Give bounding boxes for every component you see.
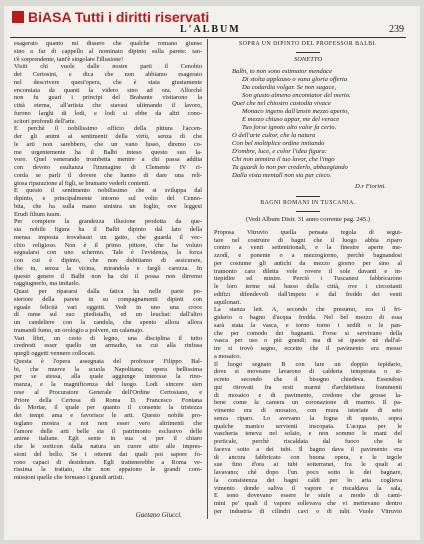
text-line: sino a far di cappello al nominato dipinto sulla parete: tan- — [14, 47, 202, 55]
text-line: zzodì, e ponente o a mezzogiorno, perchè bagnandosi — [214, 252, 402, 259]
poem-verse: Chi non ammira il tuo lavor, che l'ingo — [232, 155, 335, 163]
text-line: gidario o bagno d'acqua fredda. Nel bel mezzo di essa — [214, 314, 402, 321]
poem-title: SONETTO — [293, 55, 323, 63]
text-line: manza, e la magnificenza del luogo. Lodi sincere sien — [14, 381, 202, 388]
column-rule — [207, 39, 208, 519]
text-line: tiepidire ed minire. Perciò i Tuscanesi fabbricarono — [214, 275, 402, 283]
text-line: vascheria teneva nel solaio, e non sommo le mani del — [214, 430, 402, 438]
text-line: dei Certosini, e dica che non abbiamo esagerato — [14, 71, 202, 78]
poem-verse: Balbi, io non sono estimator mendace — [232, 67, 332, 75]
text-line: sta nobile figura ha il Balbi dipinto dal lato della — [14, 226, 202, 233]
text-line: l'amore delle arti belle sia il patrimonio esclusivo delle — [14, 427, 202, 435]
text-line: Proposa Vitruvio quella pensata regola di segui- — [214, 228, 402, 236]
text-line: ecreto secondo che il bisogno chiedeva. Essendosi — [214, 376, 402, 383]
section-rule — [296, 196, 320, 197]
text-line: città eterna, all'artista che stavasi ultimando il lavoro, — [14, 102, 202, 109]
text-line: le arti non sarebbero, che un vano lusso, diremo co- — [14, 140, 202, 148]
text-line: missioni quelle che formano i grandi artisti. — [14, 474, 124, 481]
section-rule-2 — [296, 211, 320, 212]
text-line: contro a venti settentrionali, e la finestre aperte me- — [214, 244, 402, 252]
text-line: che tu, senza la vicina, mirandola e farglì carezza. In — [14, 264, 202, 272]
text-line: E questo il sentimento nobilissimo che si sviluppa dal — [14, 187, 202, 195]
page-number: 239 — [389, 24, 404, 35]
text-line: tramandi fumo, un orologio a polvere, un calamajo. — [14, 326, 144, 334]
poem-verse: Quei che nel chiostro castodia vivace — [232, 99, 331, 107]
text-line: eguale felicità vari oggetti. Vedi in uno una croce — [14, 303, 202, 311]
text-line: tre si trovò segno, eccetto che il pavimento era messo — [214, 345, 402, 352]
text-line: faceva sotto a dei tubi. Il bagno dava il pavimento era — [214, 445, 402, 453]
text-line: credresti esser quello un armadio, su cui alla rinfusa — [14, 342, 202, 350]
text-line: qualche manico servienti inscopata. L'acqua per le — [214, 422, 402, 430]
article-heading: SOPRA UN DIPINTO DEL PROFESSOR BALBI. — [238, 41, 377, 47]
text-line: segnalarsi con uno schermo. Tale è l'evidenza, la forza — [14, 249, 202, 257]
text-line: vimento era di mosaico, con mura istoriate di seto — [214, 407, 402, 414]
poem-verse: Con bel moltiplice ordine imitando — [232, 139, 325, 147]
poem-verse: Son giusto almeno encomiator del merto. — [242, 91, 351, 99]
text-line: porticale, perchè riscaldata dal fuoco che le — [214, 438, 402, 445]
heading-rule — [296, 52, 320, 53]
text-line: lavavano; ché dopo l'un poco sotto le dei bagnare, — [214, 469, 402, 476]
text-line: Visiti chi vuole dalle nostre parti il Cenobio — [14, 63, 202, 71]
text-line: che per comodo dei bagnanti. Forse si servivano della — [214, 329, 402, 337]
poem-verse: Tuo forse ignoto alto valor fa certo. — [242, 123, 337, 131]
text-line: dove si moveano lavarono di calderia temperata o si- — [214, 368, 402, 376]
text-line: le loro terme sul basso della città, ove i circostanti — [214, 283, 402, 290]
text-line: Il luogo segnato B con fare un doppio tepidario, — [214, 360, 402, 368]
right-column — [214, 40, 402, 516]
text-line: rono capaci di desiderare. Egli trattenerebbe a Roma ve- — [14, 458, 202, 466]
text-line: qui ritrovati fra resti marmi d'architettura frammenti — [214, 383, 402, 391]
text-line: nel descrivere quest'opera, che è stata giustamente — [14, 78, 202, 86]
text-line: sarà stata la vasca, e torno torno i sedili o le pan- — [214, 321, 402, 329]
text-line: Per compiere la grandezza illusione prodotta da que- — [14, 218, 202, 226]
text-line: da Mortar, il quale per quanto il consente la tristezza — [14, 404, 202, 412]
text-line: giosa riparazione al figli, se bramano vederli contenti. — [14, 179, 150, 187]
text-line: sioni del bello. Se i ottenni dai quali poi sapore fo- — [14, 450, 202, 458]
text-line: di ancora fabbricato con buona opera, e le tegole — [214, 453, 402, 461]
text-line: chio religioso. Non è il primo pittore, che ha voluto — [14, 241, 202, 249]
text-line: La stanza lett. A, secondo che presumo, era il fri- — [214, 306, 402, 314]
poem-verse: Dalla vista mentall non sia pur cieco. — [232, 171, 332, 179]
text-line: mini pe' quali il vapore sollevava che vi mettevano dentro — [214, 500, 402, 507]
text-line: per se stessa, alla quale aggiunge interesse la rino- — [14, 373, 202, 381]
text-line: der gli animi ai sentimenti della virtù, senza di che — [14, 133, 202, 140]
text-line: raggiugnerlo, ma imitarlo. — [14, 280, 81, 288]
text-line: di mosaico e di pavimento, credono che grosse la- — [214, 391, 402, 399]
poem-verse: Tu guardi lo non per crederlo, abbaegiando — [232, 163, 348, 171]
text-line: teglano mostra a noi non esser vero altrimenti che — [14, 419, 202, 427]
text-line: Quasi per ripararsi dalla fatica ha nelle parte po- — [14, 288, 202, 295]
left-column — [14, 40, 202, 520]
text-line: con devoto esultanza l'immagine di Clemente IV ri- — [14, 164, 202, 171]
text-line: la consistenza dei bagni caldi per lo aria coglieva — [214, 476, 402, 484]
text-line: tramonto cara diletta vole rovere il sole davanti e in- — [214, 267, 402, 275]
source-reference: (Vedi Album Distr. 31 anno corrente pag. 245.) — [245, 216, 371, 223]
text-line: mensa imposta trovabassi un gatto, che guarda il vec- — [14, 233, 202, 241]
article-body — [214, 229, 402, 516]
text-line: dei tempi ama e favorisce le arti. Questo nobile pro- — [14, 412, 202, 419]
journal-title: L'ALBUM — [180, 24, 241, 35]
text-line: bita, che ha sulla mano sinistra un foglio, ove leggesi — [14, 202, 202, 210]
text-line: rese al Procuratore Generale dell'Ordine Certosiano, e — [14, 388, 202, 396]
poem-author: D.r Fiorini. — [355, 182, 386, 190]
poem-verse: Da codardia volgar. Se non sagace, — [242, 83, 337, 91]
text-line: bene come la camera un coronazione di marmo. Il pa- — [214, 399, 402, 407]
poem-verse: O dell'arte cultor, che la natura — [232, 131, 316, 139]
text-line: per costume gli antichi da mezzo giorno per sino al — [214, 259, 402, 267]
text-line: vasca per uso o più grandi; ma di sè queste nè dall'al- — [214, 337, 402, 345]
text-line: E sono dovevano essere le stufe a modo di cami- — [214, 492, 402, 500]
text-line: di rame sul suo piedistallo, ed un leuchat: dall'altro — [14, 311, 202, 319]
text-line: corda se parli il dovere che hanno di dare una reli- — [14, 171, 202, 179]
text-line: rissima la trattato, che non appaiono le grandi com- — [14, 466, 202, 474]
text-line: voro. Quel venerando trombetta mentre a chi passa addita — [14, 156, 202, 164]
text-line: non fu guari i principi del Brabante visitarono la — [14, 94, 202, 102]
text-line: bi, che muove la scuola Napolitana; opera bellissima — [14, 365, 202, 373]
poem-verse: Monaco ingeno dall'ansin mezzo aperto, — [242, 107, 350, 115]
poem-verse: D'ombre, luce, e color l'idea figura: — [232, 147, 328, 155]
text-line: anime italiane. Egli sente in sua si per il chiaro — [14, 435, 202, 443]
sonnet — [232, 68, 402, 180]
signature: Gaetano Giucci. — [135, 510, 182, 519]
text-line: quegli oggetti vennero collocati. — [14, 350, 96, 357]
text-line: me urgentemente ha il Balbi inteso questo suo la- — [14, 148, 202, 156]
text-line: senza riparo. Lo avevano la fogna di questo, sopra — [214, 414, 402, 422]
text-line: un candeliere con la candela, che spento allora allora — [14, 319, 202, 326]
running-header — [10, 24, 406, 36]
biasa-logo-icon — [12, 11, 24, 23]
text-line: steriore della parete in su compagnamenti dipinti con — [14, 295, 202, 303]
text-line: sue fino d'ora ai tubi sotterranei, fra le quali ai — [214, 461, 402, 469]
text-line: che le sorticon dalla natura un cuore atto alle impres- — [14, 443, 202, 450]
text-line: questo genere il Balbi non ha chi il possa non dirremo — [14, 272, 202, 280]
text-line: per industria di cilindri cavi o di tubi. Vuole Vitruvio — [214, 507, 402, 515]
header-rule — [10, 37, 406, 38]
watermark-text: BiASA Tutti i diritti riservati — [28, 9, 210, 25]
text-line: vimento donde saliva il vapore e riscaldava la sala, — [214, 484, 402, 492]
poem-verse: Di stolta applauso o vana gloria offerta — [242, 75, 348, 83]
text-line: aquilonari. — [214, 298, 242, 306]
text-line: dipinto, e principalmente intorno sul volto del Cenno- — [14, 195, 202, 202]
text-line: encomiata da quanti la videro sino ad ora. Allorchè — [14, 86, 202, 94]
section-heading: BAGNI ROMANI IN TUSCANIA. — [260, 200, 356, 207]
text-line: E perchè il nobilissimo officio della pittura l'accen- — [14, 125, 202, 133]
text-line: Erudi filium tuum. — [14, 210, 62, 218]
text-line: Vari libri, un cesto di legno, una disciplina il tutto — [14, 334, 202, 342]
text-line: furono larghi di lodi, e lodi si ebbe da altri cono- — [14, 109, 202, 117]
text-line: t'è sorprendente, tant'è singolare l'illusione! — [14, 55, 124, 63]
text-line: con cui è dipinto, che non dubitiamo di assicurare, — [14, 257, 202, 264]
poem-verse: E mezzo chiuso appar, me del verace — [242, 115, 340, 123]
text-line: scitori profondi dell'arte. — [14, 117, 77, 125]
text-line: Questa è l'opera assegnata del professor Filippo Bal- — [14, 357, 202, 365]
text-line: esagerato quanto mi dissero che qualche romano giunse — [14, 40, 202, 47]
text-line: tare nel costruire di bagni che il luogo abbia riparo — [214, 236, 402, 244]
text-line: edifizi difendevoli dall'impeto e dal freddo dei venti — [214, 290, 402, 298]
text-line: a mosaico. — [214, 352, 241, 360]
text-line: Priore della Certosa di Roma D. Francesco Fontana — [14, 396, 202, 404]
